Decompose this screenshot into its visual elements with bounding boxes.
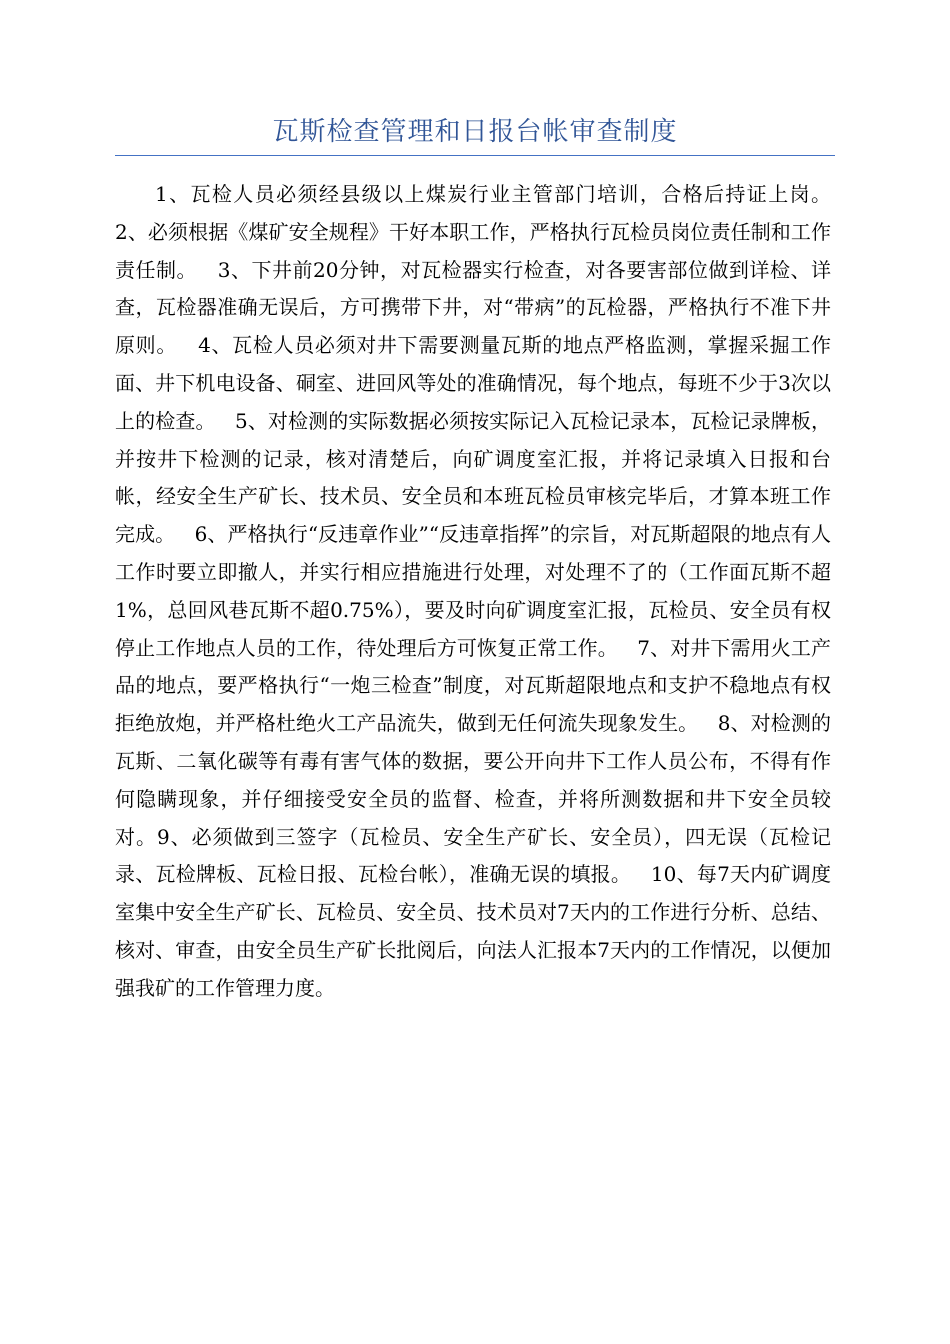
document-body: 1、瓦检人员必须经县级以上煤炭行业主管部门培训，合格后持证上岗。 2、必须根据《煤矿安全规程》干好本职工作，严格执行瓦检员岗位责任制和工作责任制。 3、下井前20分钟，对瓦检器实行检查，对各要害部位做到详检、详查，瓦检器准确无误后，方可携带下井，对“带病”的瓦检器，严格执行不准下井原则。 4、瓦检人员必须对井下需要测量瓦斯的地点严格监测，掌握采掘工作面、井下机电设备、硐室、进回风等处的准确情况，每个地点，每班不少于3次以上的检查。 5、对检测的实际数据必须按实际记入瓦检记录本，瓦检记录牌板，并按井下检测的记录，核对清楚后，向矿调度室汇报，并将记录填入日报和台帐，经安全生产矿长、技术员、安全员和本班瓦检员审核完毕后，才算本班工作完成。 6、严格执行“反违章作业”“反违章指挥”的宗旨，对瓦斯超限的地点有人工作时要立即撤人，并实行相应措施进行处理，对处理不了的（工作面瓦斯不超1%，总回风巷瓦斯不超0.75%），要及时向矿调度室汇报，瓦检员、安全员有权停止工作地点人员的工作，待处理后方可恢复正常工作。 7、对井下需用火工产品的地点，要严格执行“一炮三检查”制度，对瓦斯超限地点和支护不稳地点有权拒绝放炮，并严格杜绝火工产品流失，做到无任何流失现象发生。 8、对检测的瓦斯、二氧化碳等有毒有害气体的数据，要公开向井下工作人员公布，不得有作何隐瞒现象，并仔细接受安全员的监督、检查，并将所测数据和井下安全员较对。9、必须做到三签字（瓦检员、安全生产矿长、安全员），四无误（瓦检记录、瓦检牌板、瓦检日报、瓦检台帐），准确无误的填报。 10、每7天内矿调度室集中安全生产矿长、瓦检员、安全员、技术员对7天内的工作进行分析、总结、核对、审查，由安全员生产矿长批阅后，向法人汇报本7天内的工作情况，以便加强我矿的工作管理力度。 — [115, 182, 851, 1000]
document-title: 瓦斯检查管理和日报台帐审查制度 — [272, 117, 678, 147]
title-underline — [115, 155, 835, 156]
